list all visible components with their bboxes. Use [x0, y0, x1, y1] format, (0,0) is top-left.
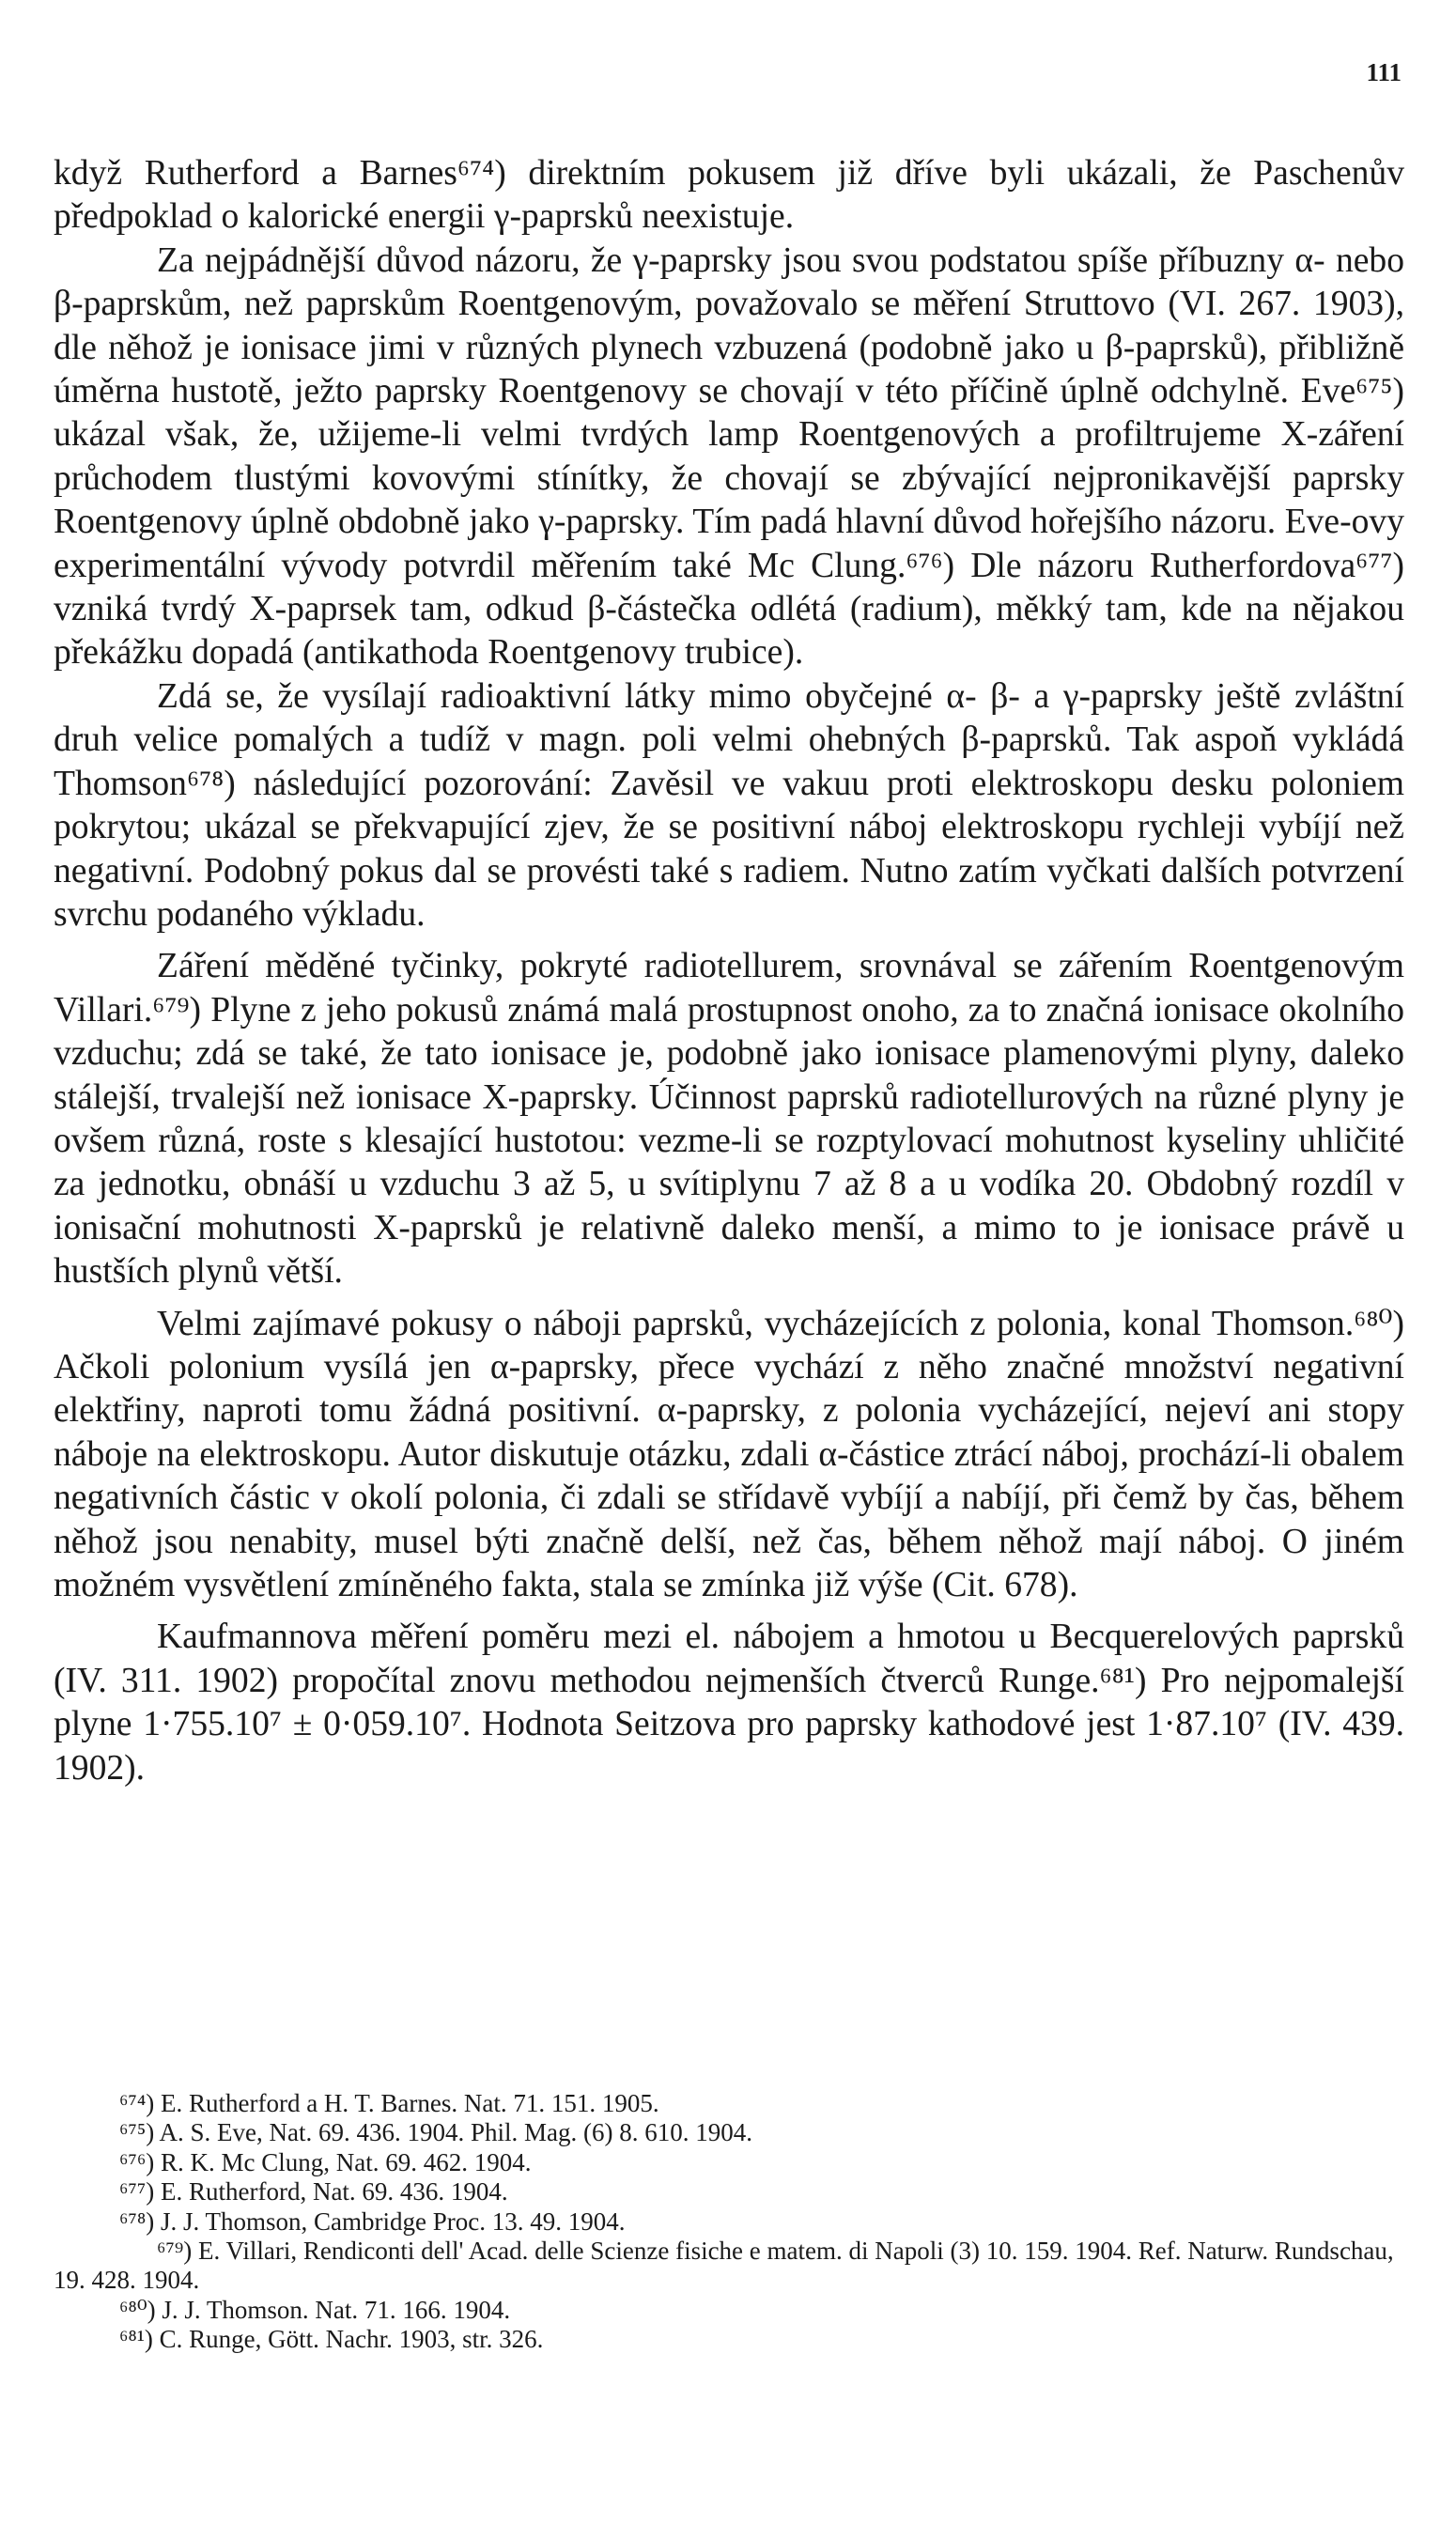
footnote: ⁶⁷⁴) E. Rutherford a H. T. Barnes. Nat. 71. 151. 1905.: [119, 2089, 659, 2117]
paragraph: Za nejpádnější důvod názoru, že γ-paprsky jsou svou podstatou spíše příbuzny α- nebo β-paprskům, než paprskům Roentgenovým, považovalo se měření Struttovo (VI. 267. 1903), dle něhož je ionisace jimi v různých plynech vzbuzená (podobně jako u β-paprsků), přibližně úměrna hustotě, ježto paprsky Roentgenovy se chovají v této příčině úplně odchylně. Eve⁶⁷⁵) ukázal však, že, užijeme-li velmi tvrdých lamp Roentgenových a profiltrujeme X-záření průchodem tlustými kovovými stínítky, že chovají se zbývající nejpronikavější paprsky Roentgenovy úplně obdobně jako γ-paprsky. Tím padá hlavní důvod hořejšího názoru. Eve-ovy experimentální vývody potvrdil měřením také Mc Clung.⁶⁷⁶) Dle názoru Rutherfordova⁶⁷⁷) vzniká tvrdý X-paprsek tam, odkud β-částečka odlétá (radium), měkký tam, kde na nějakou překážku dopadá (antikathoda Roentgenovy trubice).: [54, 240, 1404, 673]
paragraph: Kaufmannova měření poměru mezi el. nábojem a hmotou u Becquerelových paprsků (IV. 311. 1902) propočítal znovu methodou nejmenších čtverců Runge.⁶⁸¹) Pro nejpomalejší plyne 1·755.10⁷ ± 0·059.10⁷. Hodnota Seitzova pro paprsky kathodové jest 1·87.10⁷ (IV. 439. 1902).: [54, 1618, 1404, 1788]
footnote: ⁶⁸⁰) J. J. Thomson. Nat. 71. 166. 1904.: [119, 2295, 511, 2324]
paragraph: Zdá se, že vysílají radioaktivní látky mimo obyčejné α- β- a γ-paprsky ještě zvláštní druh velice pomalých a tudíž v magn. poli velmi ohebných β-paprsků. Tak aspoň vykládá Thomson⁶⁷⁸) následující pozorování: Zavěsil ve vakuu proti elektroskopu desku poloniem pokrytou; ukázal se překvapující zjev, že se positivní náboj elektroskopu rychleji vybíjí než negativní. Podobný pokus dal se provésti také s radiem. Nutno zatím vyčkati dalších potvrzení svrchu podaného výkladu.: [54, 676, 1404, 934]
footnote: ⁶⁸¹) C. Runge, Gött. Nachr. 1903, str. 326.: [119, 2325, 544, 2354]
page-number: 111: [1366, 58, 1402, 86]
footnote: ⁶⁷⁶) R. K. Mc Clung, Nat. 69. 462. 1904.: [119, 2147, 532, 2176]
footnote: ⁶⁷⁵) A. S. Eve, Nat. 69. 436. 1904. Phil. Mag. (6) 8. 610. 1904.: [119, 2118, 752, 2147]
paragraph: Velmi zajímavé pokusy o náboji paprsků, vycházejících z polonia, konal Thomson.⁶⁸⁰) Ačkoli polonium vysílá jen α-paprsky, přece vychází z něho značné množství negativní elektřiny, naproti tomu žádná positivní. α-paprsky, z polonia vycházející, nejeví ani stopy náboje na elektroskopu. Autor diskutuje otázku, zdali α-částice ztrácí náboj, prochází-li obalem negativních částic v okolí polonia, či zdali se střídavě vybíjí a nabíjí, při čemž by čas, během něhož jsou nenabity, musel býti značně delší, než čas, během něhož mají náboj. O jiném možném vysvětlení zmíněného fakta, stala se zmínka již výše (Cit. 678).: [54, 1304, 1404, 1604]
paragraph: Záření měděné tyčinky, pokryté radiotellurem, srovnával se zářením Roentgenovým Villari.⁶⁷⁹) Plyne z jeho pokusů známá malá prostupnost onoho, za to značná ionisace okolního vzduchu; zdá se také, že tato ionisace je, podobně jako ionisace plamenovými plyny, daleko stálejší, trvalejší než ionisace X-paprsky. Účinnost paprsků radiotellurových na různé plyny je ovšem různá, roste s klesající hustotou: vezme-li se rozptylovací mohutnost kyseliny uhličité za jednotku, obnáší u vzduchu 3 až 5, u svítiplynu 7 až 8 a u vodíka 20. Obdobný rozdíl v ionisační mohutnosti X-paprsků je relativně daleko menší, a mimo to je ionisace právě u hustších plynů větší.: [54, 947, 1404, 1292]
footnotes: [54, 2089, 1404, 2355]
footnote: ⁶⁷⁸) J. J. Thomson, Cambridge Proc. 13. 49. 1904.: [119, 2207, 626, 2236]
paragraph: když Rutherford a Barnes⁶⁷⁴) direktním pokusem již dříve byli ukázali, že Paschenův předpoklad o kalorické energii γ-paprsků neexistuje.: [54, 154, 1404, 237]
footnote: ⁶⁷⁹) E. Villari, Rendiconti dell' Acad. delle Scienze fisiche e matem. di Napoli (3) 10. 159. 1904. Ref. Naturw. Rundschau, 19. 428. 1904.: [54, 2237, 1394, 2295]
body-text: [54, 152, 1404, 1790]
footnote: ⁶⁷⁷) E. Rutherford, Nat. 69. 436. 1904.: [119, 2177, 508, 2207]
